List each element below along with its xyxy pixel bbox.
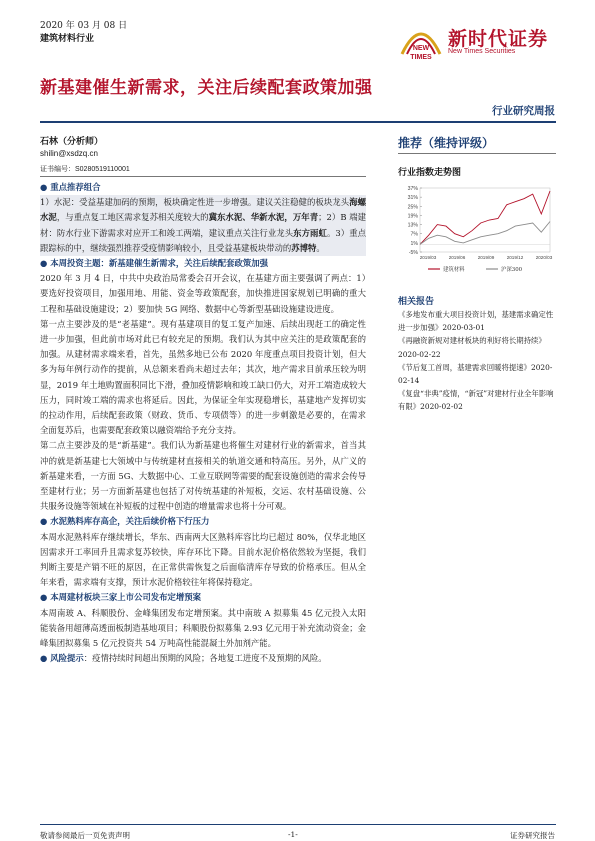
legend-label: 沪深300 [501,267,523,273]
paragraph: 本周水泥熟料库存继续增长，华东、西南两大区熟料库容比均已超过 80%，仅华北地区因需求开工率回升且需求复苏较快，库存环比下降。目前水泥价格依然较为坚挺，我们判断主要是产销不旺的原因，在正常供需恢复之后面临清库存导致的价格承压。但从全年来看，需求端有支撑，预计水泥价格较往年将保持稳定。 [40,531,366,588]
logo-mark-icon [398,20,444,64]
y-tick-label: -5% [408,250,418,256]
chart-title: 行业指数走势图 [398,168,462,178]
report-body [40,180,366,667]
paragraph: 1）水泥：受益基建加码的预期，板块确定性进一步增强。建议关注稳健的板块龙头海螺水泥，与重点复工地区需求复苏相关度较大的冀东水泥、华新水泥，万年青；2）B 端建材：防水行业下游需求对应开工和竣工两端，建议重点关注行业龙头东方雨虹。3）重点跟踪标的中，继续强烈推荐受疫情影响较小，且受益基建板块带动的苏博特。 [40,195,366,256]
x-tick-label: 2019/09 [477,255,495,260]
related-report-item[interactable]: 《复盘“非典”疫情，“新冠”对建材行业全年影响有限》2020-02-02 [398,389,554,412]
related-report-item[interactable]: 《多地发布重大项目投资计划，基建需求确定性进一步加强》2020-03-01 [398,310,554,333]
cert-number: S0280519110001 [75,166,130,173]
section-heading: ● 本周投资主题：新基建催生新需求，关注后续配套政策加强 [40,258,268,269]
logo-chinese-name: 新时代证券 [448,28,549,50]
rating-divider [398,153,556,154]
header-divider [40,121,556,123]
section-heading: ● 本周建材板块三家上市公司发布定增预案 [40,592,201,603]
industry-label: 建筑材料行业 [40,34,95,44]
paragraph: 第二点主要涉及的是“新基建”。我们认为新基建也将催生对建材行业的新需求，首当其冲的就是新基建七大领域中与传统建材直接相关的轨道交通和特高压。另外，从广义的新基建来看，一方面 5G、大数据中心、工业互联网等需要的配套设施创造的需求会传导至建材行业；另一方面新基建也包括了对传统基建的补短板，交运、农村基础设施、公共服务设施等领域在补短板的过程中创造的增量需求也将十分可观。 [40,440,366,512]
report-type: 行业研究周报 [492,105,555,117]
related-report-item[interactable]: 《节后复工首周，基建需求回暖将提速》2020-02-14 [398,362,553,386]
risk-paragraph: ● 风险提示：疫情持续时间超出预期的风险；各地复工进度不及预期的风险。 [40,653,327,664]
legend-label: 建筑材料 [443,267,465,273]
paragraph: 2020 年 3 月 4 日，中共中央政治局常委会召开会议，在基建方面主要强调了两点：1）要选好投资项目，加强用地、用能、资金等政策配套，加快推进国家规划已明确的重大工程和基础设施建设；2）要加快 5G 网络、数据中心等新型基础设施建设进度。 [40,273,366,314]
related-report-item[interactable]: 《再融资新规对建材板块的利好将长期持续》2020-02-22 [398,336,546,359]
related-reports-list [398,308,558,414]
index-trend-chart [398,182,558,280]
analyst-divider [40,176,366,177]
y-tick-label: 7% [410,231,418,238]
svg-text:TIMES: TIMES [410,54,432,61]
logo-english-name: New Times Securities [448,48,516,55]
section-heading: ● 重点推荐组合 [40,182,101,192]
analyst-name: 石林（分析师） [40,137,104,147]
svg-text:NEW: NEW [412,45,430,52]
related-reports-title: 相关报告 [398,297,435,307]
y-tick-label: 37% [407,186,418,192]
rating-label: 推荐（维持评级） [398,136,495,150]
x-tick-label: 2019/12 [506,255,524,260]
plot-frame [420,188,550,252]
footer-disclaimer: 敬请参阅最后一页免责声明 [40,831,130,840]
y-tick-label: 19% [407,213,418,220]
x-tick-label: 2020/03 [535,255,553,260]
y-tick-label: 1% [410,240,418,247]
x-tick-label: 2019/06 [448,255,466,260]
paragraph: 第一点主要涉及的是“老基建”。现有基建项目的复工复产加速、后续出现赶工的确定性进一步加强，但此前市场对此已有较充足的预期。我们认为其中应关注的是政策配套的加强。从建材需求端来看，首先，虽然多地已公布 2020 年度重点项目投资计划，但大多为每年例行动作的提前，从总额来看尚未超过去年；其次，地产需求目前承压较为明显，2019 年土地购置面积同比下滑，叠加疫情影响和竣工缺口仍大，对开工端造成较大压力，同时竣工端的需求也将延后。因此，为保证全年实现稳增长，基建地产发挥切实的拉动作用，后续配套政策（财政、货币、专项债等）的进一步刺激是必要的，在需求全面复苏后，也需要配套政策以融资端给予充分支持。 [40,318,366,436]
report-title: 新基建催生新需求，关注后续配套政策加强 [40,78,373,98]
section-heading: ● 水泥熟料库存高企，关注后续价格下行压力 [40,516,210,527]
page-number: -1- [288,830,298,839]
y-tick-label: 25% [407,204,418,211]
paragraph: 本周南玻 A、科顺股份、金峰集团发布定增预案。其中南玻 A 拟募集 45 亿元投入太阳能装备用超薄高透面板制造基地项目；科顺股份拟募集 2.93 亿元用于补充流动资金；金峰集团拟募集 5 亿元投资共 54 万吨高性能混凝土外加剂产能。 [40,607,366,649]
y-tick-label: 31% [407,195,418,202]
footer-divider [40,824,556,825]
report-date: 2020 年 03 月 08 日 [40,21,128,31]
cert-label: 证书编号： [40,165,75,173]
y-tick-label: 13% [407,222,418,229]
analyst-email[interactable]: shilin@xsdzq.cn [40,149,98,158]
x-tick-label: 2019/03 [419,255,437,260]
analyst-cert [40,164,130,174]
footer-label: 证券研究报告 [510,831,555,840]
company-logo [398,20,558,68]
